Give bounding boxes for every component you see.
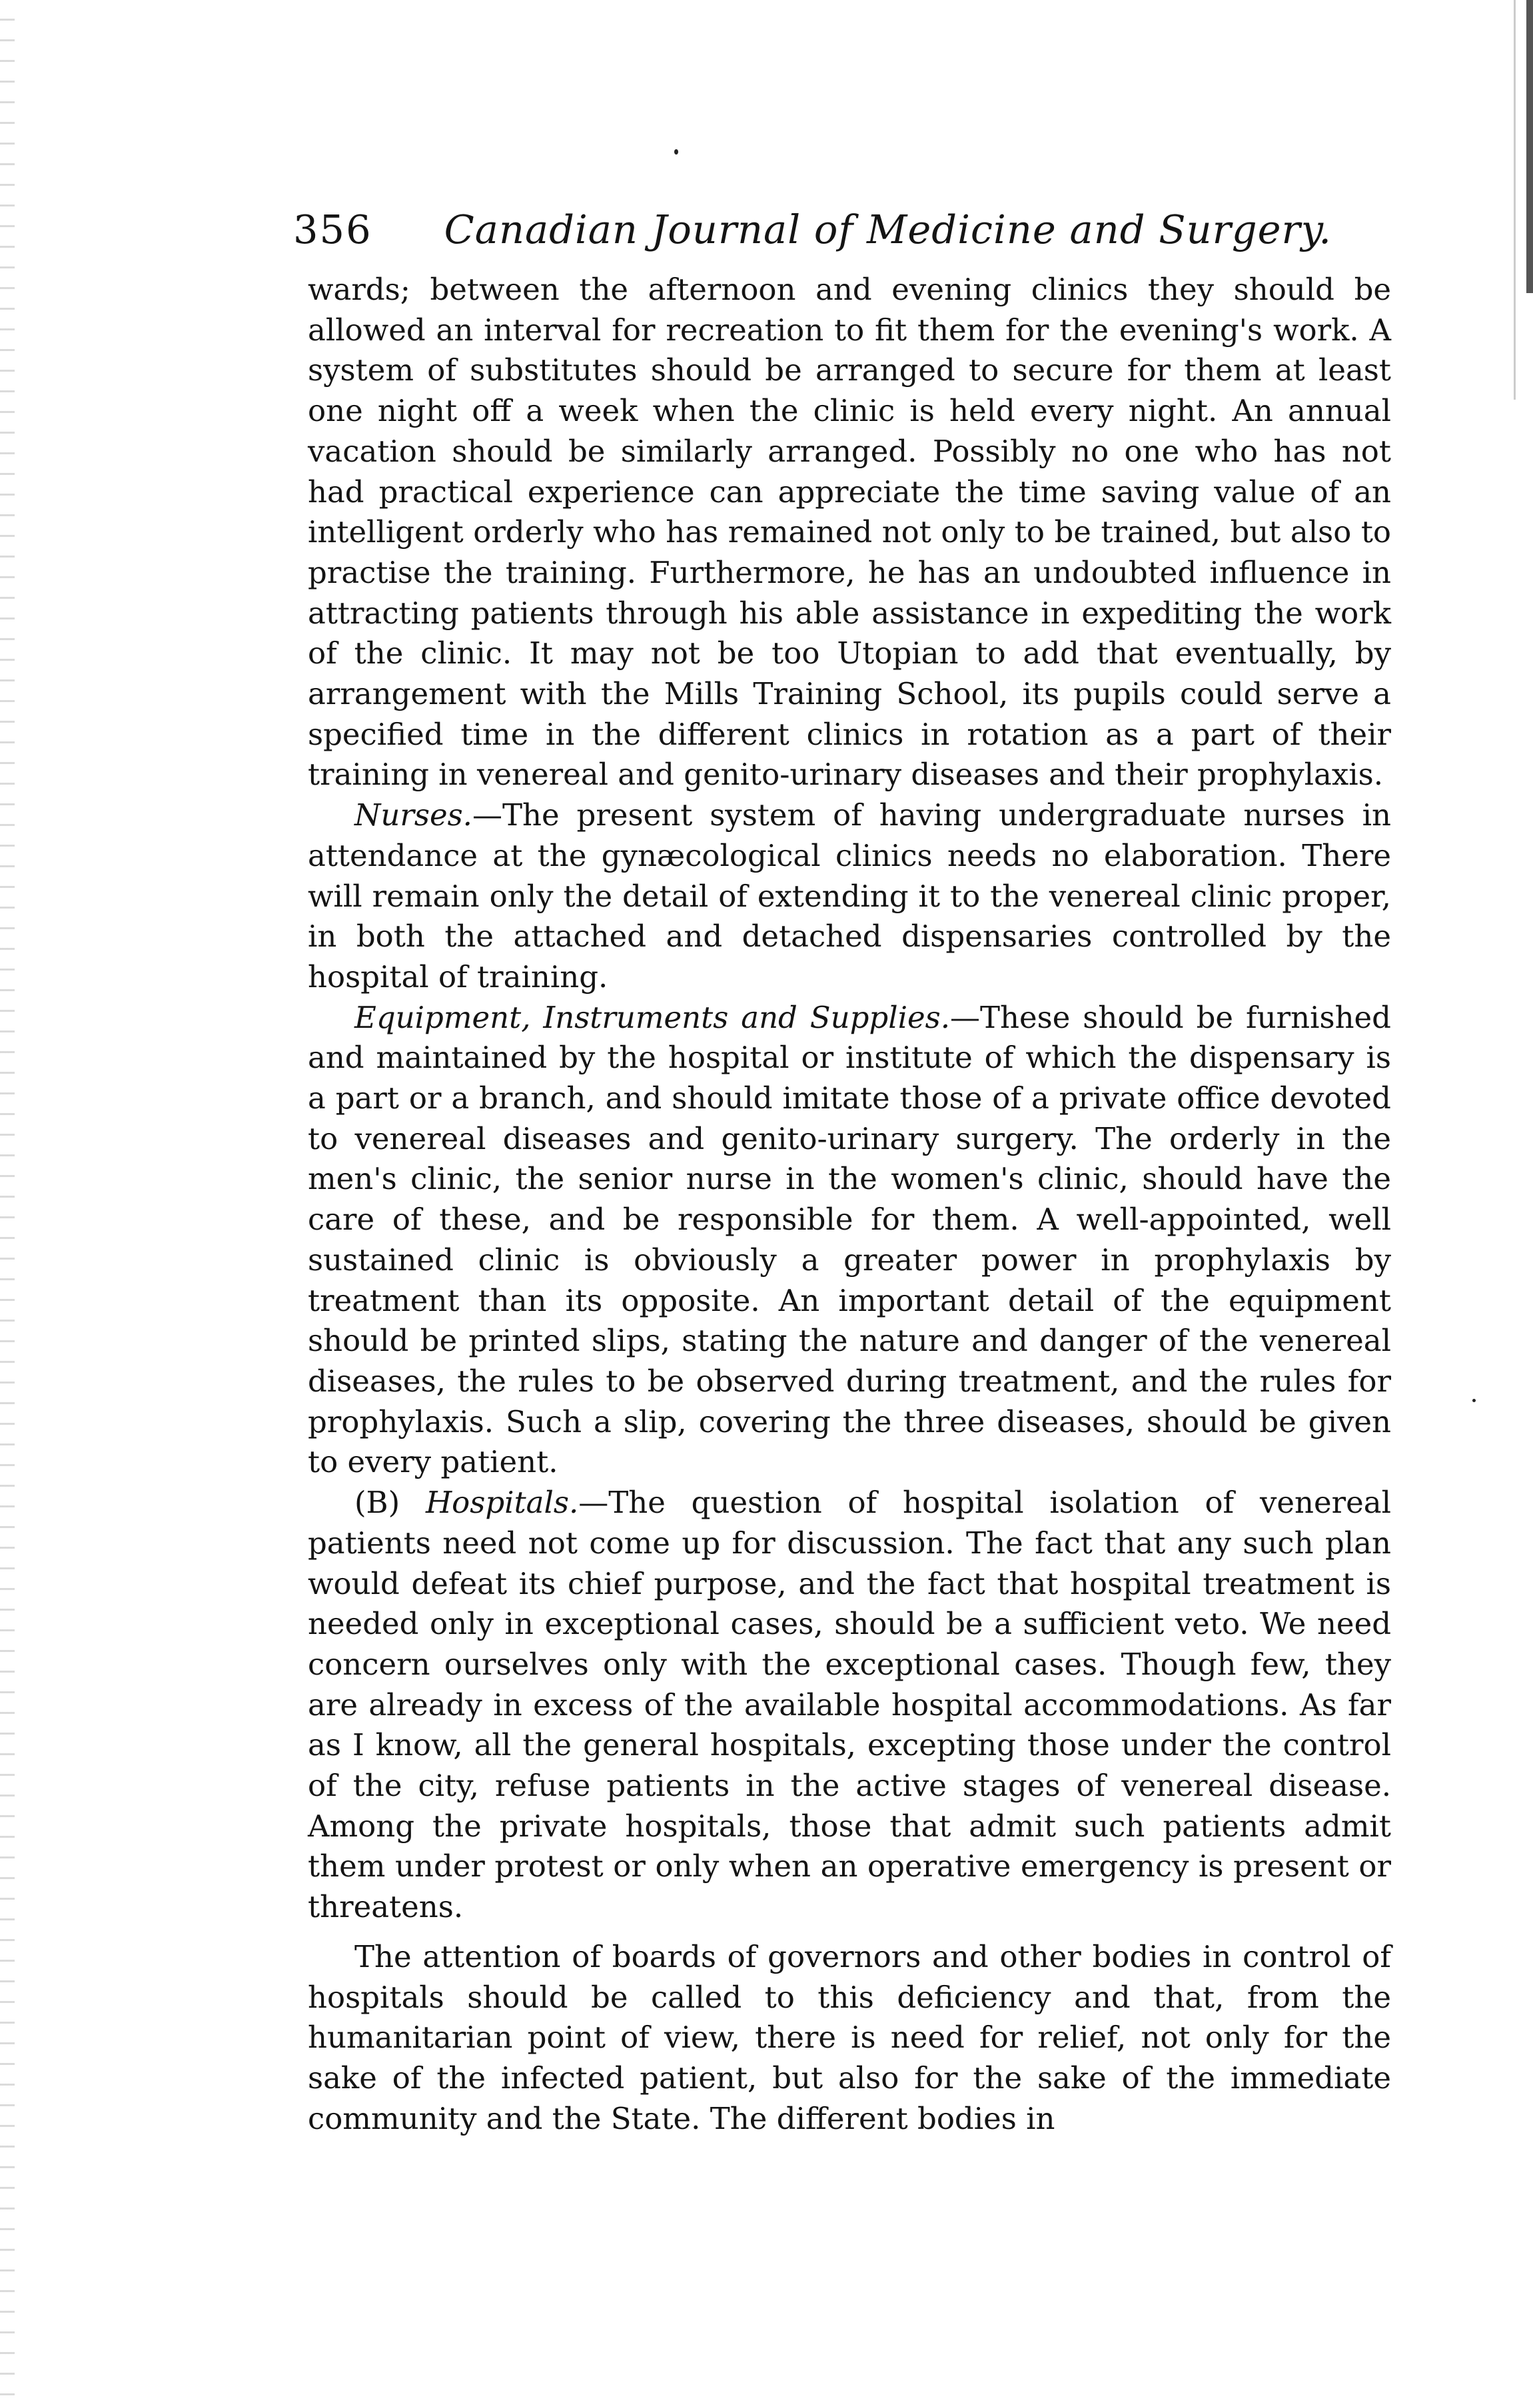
paragraph-boards-of-governors — [308, 1937, 1391, 2140]
paragraph-text: —The present system of having undergraduate nurses in attendance at the gynæcological clinics needs no elaboration. There will remain only the detail of extending it to the venereal clinic proper, in both the attached and detached dispensaries controlled by the hospital of training. — [308, 797, 1391, 995]
page-right-edge-shadow — [1526, 0, 1533, 293]
paragraph-nurses — [308, 795, 1391, 998]
ink-speck — [674, 149, 678, 155]
paragraph-orderly-duties — [308, 270, 1391, 795]
paragraph-hospitals — [308, 1483, 1391, 1928]
page-number: 356 — [293, 206, 372, 252]
article-body — [308, 270, 1391, 2139]
page-left-edge-scan-artifact — [0, 0, 15, 2408]
paragraph-text: —The question of hospital isolation of venereal patients need not come up for discussion. The fact that any such plan would defeat its chief purpose, and the fact that hospital treatment is needed only in exceptional cases, should be a sufficient veto. We need concern ourselves only with the exceptional cases. Though few, they are already in excess of the available hospital accommodations. As far as I know, all the general hospitals, excepting those under the control of the city, refuse patients in the active stages of venereal disease. Among the private hospitals, those that admit such patients admit them under protest or only when an operative emergency is present or threatens. — [308, 1485, 1391, 1925]
section-lead-nurses: Nurses. — [354, 797, 472, 833]
ink-speck — [1472, 1399, 1476, 1402]
page-right-edge-line — [1514, 0, 1516, 400]
paragraph-text: —These should be furnished and maintained by the hospital or institute of which the dispensary is a part or a branch, and should imitate those of a private office devoted to venereal diseases and genito-urinary surgery. The orderly in the men's clinic, the senior nurse in the women's clinic, should have the care of these, and be responsible for them. A well-appointed, well sustained clinic is obviously a greater power in prophylaxis by treatment than its opposite. An important detail of the equipment should be printed slips, stating the nature and danger of the venereal diseases, the rules to be observed during treatment, and the rules for prophylaxis. Such a slip, covering the three diseases, should be given to every patient. — [308, 999, 1391, 1480]
paragraph-text: wards; between the afternoon and evening clinics they should be allowed an interval for recreation to fit them for the evening's work. A system of substitutes should be arranged to secure for them at least one night off a week when the clinic is held every night. An annual vacation should be similarly arranged. Possibly no one who has not had practical experience can appreciate the time saving value of an intelligent orderly who has remained not only to be trained, but also to practise the training. Furthermore, he has an undoubted influence in attracting patients through his able assistance in expediting the work of the clinic. It may not be too Utopian to add that eventually, by arrangement with the Mills Training School, its pupils could serve a specified time in the different clinics in rotation as a part of their training in venereal and genito-urinary diseases and their prophylaxis. — [308, 272, 1391, 793]
paragraph-equipment — [308, 998, 1391, 1483]
section-prefix: (B) — [354, 1485, 426, 1521]
section-lead-equipment: Equipment, Instruments and Supplies. — [354, 999, 951, 1035]
journal-title: Canadian Journal of Medicine and Surgery. — [444, 206, 1332, 252]
section-lead-hospitals: Hospitals. — [425, 1485, 579, 1521]
paragraph-text: The attention of boards of governors and other bodies in control of hospitals should be called to this deficiency and that, from the humanitarian point of view, there is need for relief, not only for the sake of the infected patient, but also for the sake of the immediate community and the State. The different bodies in — [308, 1938, 1391, 2136]
running-header — [293, 200, 1359, 260]
